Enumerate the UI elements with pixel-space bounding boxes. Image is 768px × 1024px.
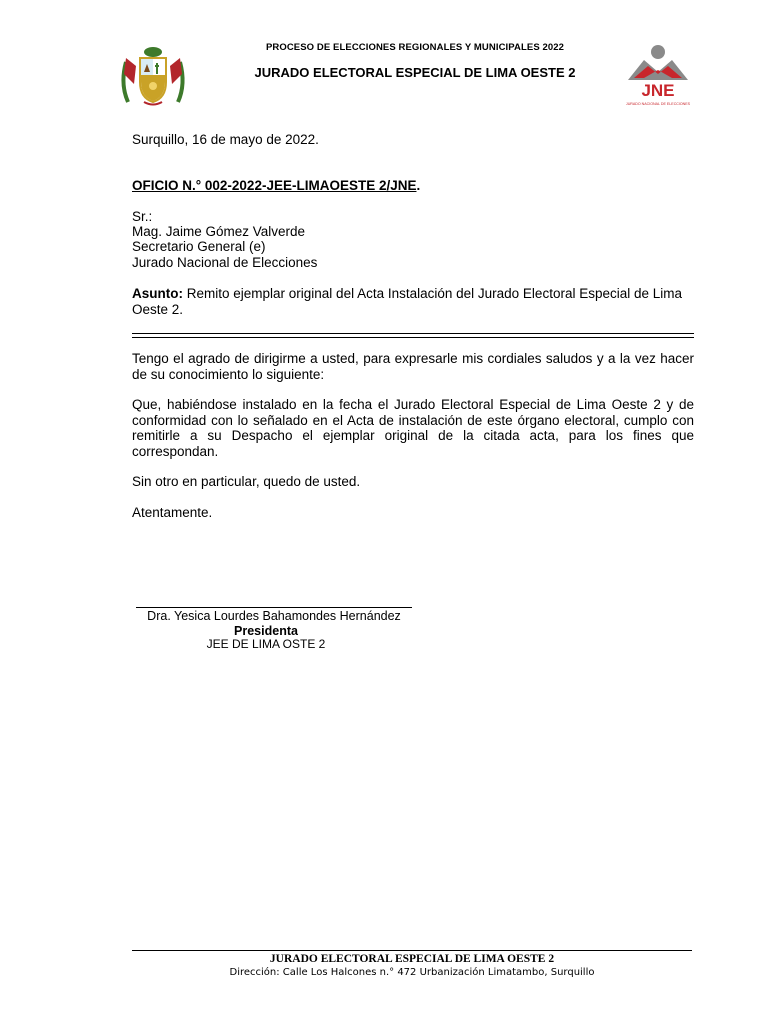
salutation: Sr.: (132, 209, 153, 224)
subject-text: Remito ejemplar original del Acta Instalación del Jurado Electoral Especial de Lima Oeste 2. (132, 286, 683, 317)
oficio-period: . (416, 178, 421, 193)
place-date: Surquillo, 16 de mayo de 2022. (132, 132, 319, 147)
subject-label: Asunto: (132, 286, 183, 301)
recipient-org: Jurado Nacional de Elecciones (132, 255, 318, 270)
jury-title: JURADO ELECTORAL ESPECIAL DE LIMA OESTE 2 (254, 65, 576, 80)
signature-line (136, 607, 412, 608)
footer-address: Dirección: Calle Los Halcones n.° 472 Urbanización Limatambo, Surquillo (229, 967, 595, 978)
recipient-name: Mag. Jaime Gómez Valverde (132, 224, 306, 239)
footer-title: JURADO ELECTORAL ESPECIAL DE LIMA OESTE 2 (269, 953, 555, 965)
double-divider (132, 333, 694, 338)
signatory-name: Dra. Yesica Lourdes Bahamondes Hernández (147, 609, 401, 623)
coat-of-arms-icon (114, 44, 192, 108)
oficio-number: OFICIO N.° 002-2022-JEE-LIMAOESTE 2/JNE (132, 178, 417, 193)
process-title: PROCESO DE ELECCIONES REGIONALES Y MUNICIPALES 2022 (265, 42, 565, 53)
paragraph-closing: Sin otro en particular, quedo de usted. (132, 474, 361, 489)
footer-divider (132, 950, 692, 951)
paragraph-greeting: Tengo el agrado de dirigirme a usted, para expresarle mis cordiales saludos y a la vez hacer de su conocimiento lo siguiente: (132, 351, 694, 382)
signatory-role: Presidenta (234, 624, 298, 638)
oficio-reference (132, 178, 420, 194)
jne-logo-icon (620, 42, 696, 108)
jne-logo-subtext: JURADO NACIONAL DE ELECCIONES (625, 102, 691, 106)
closing-salutation: Atentamente. (132, 505, 213, 520)
subject (132, 286, 694, 317)
signatory-org: JEE DE LIMA OSTE 2 (206, 637, 326, 651)
jne-logo-text: JNE (641, 81, 675, 100)
paragraph-body: Que, habiéndose instalado en la fecha el Jurado Electoral Especial de Lima Oeste 2 y de conformidad con lo señalado en el Acta de instalación de este órgano electoral, cumplo con remitirle a su Despacho el ejemplar original de la citada acta, para los fines que correspondan. (132, 397, 694, 459)
recipient-role: Secretario General (e) (132, 239, 266, 254)
